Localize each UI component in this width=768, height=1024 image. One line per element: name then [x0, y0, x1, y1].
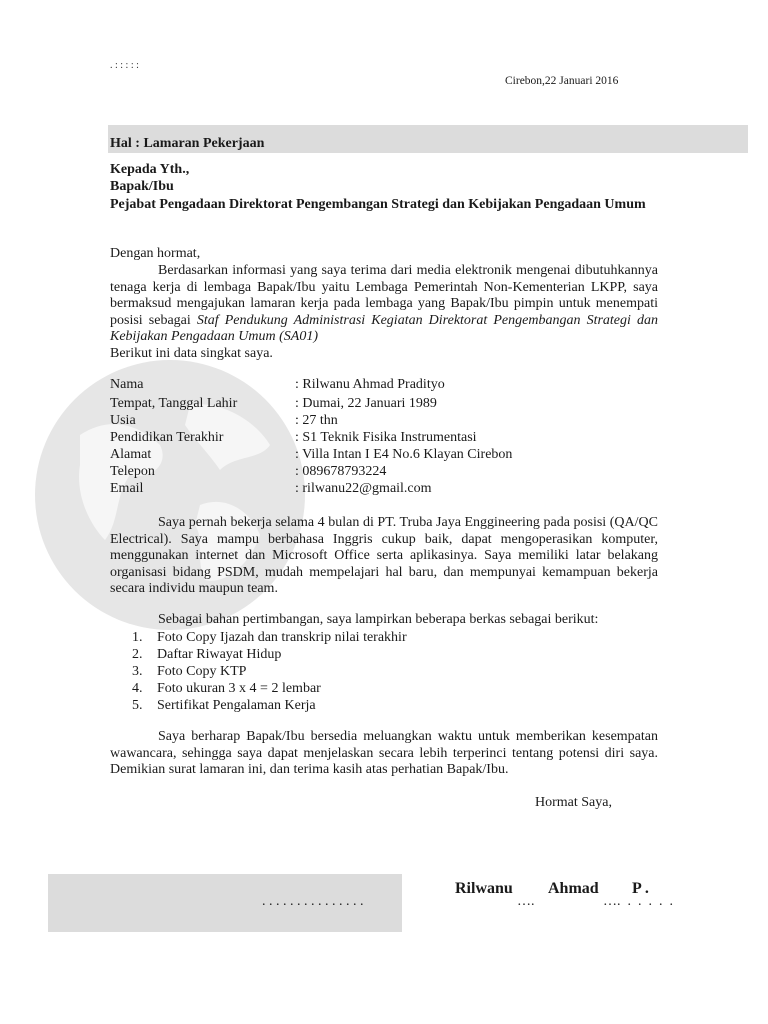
list-number: 3.: [132, 664, 143, 679]
signature-first-name: Rilwanu: [455, 880, 513, 897]
list-text: Foto Copy Ijazah dan transkrip nilai terakhir: [157, 630, 407, 645]
letter-date: Cirebon,22 Januari 2016: [505, 75, 619, 87]
greeting: Dengan hormat,: [110, 246, 201, 261]
list-number: 1.: [132, 630, 143, 645]
list-number: 5.: [132, 698, 143, 713]
data-label: Telepon: [110, 464, 155, 479]
list-text: Foto ukuran 3 x 4 = 2 lembar: [157, 681, 321, 696]
signature-dots-right: …. . . . . .: [603, 894, 673, 909]
position-title: Staf Pendukung Administrasi Kegiatan Direktorat Pengembangan Strategi dan Kebijakan Pengadaan Umum (SA01): [110, 312, 658, 345]
signature-last-initial: P .: [632, 880, 649, 897]
signature-dots-middle: ….: [517, 894, 535, 909]
data-value: : Villa Intan I E4 No.6 Klayan Cirebon: [295, 447, 513, 462]
list-item: [110, 681, 658, 698]
data-value: : S1 Teknik Fisika Instrumentasi: [295, 430, 477, 445]
data-value: : 27 thn: [295, 413, 338, 428]
list-item: [110, 698, 658, 715]
data-row: [110, 481, 658, 498]
data-row: [110, 396, 658, 413]
data-label: Usia: [110, 413, 136, 428]
data-value: : rilwanu22@gmail.com: [295, 481, 432, 496]
data-value: : 089678793224: [295, 464, 387, 479]
list-number: 2.: [132, 647, 143, 662]
list-text: Sertifikat Pengalaman Kerja: [157, 698, 316, 713]
data-label: Pendidikan Terakhir: [110, 430, 224, 445]
list-text: Foto Copy KTP: [157, 664, 247, 679]
paragraph-experience: Saya pernah bekerja selama 4 bulan di PT. Truba Jaya Enggineering pada posisi (QA/QC Electrical). Saya mampu berbahasa Inggris cukup baik, dapat mengoperasikan komputer, menggunakan internet dan Microsoft Office serta aplikasinya. Saya memiliki latar belakang organisasi bidang PSDM, mudah mempelajari hal baru, dan mempunyai kemampuan bekerja secara individu maupun team.: [110, 515, 658, 597]
attachments-intro: Sebagai bahan pertimbangan, saya lampirkan beberapa berkas sebagai berikut:: [158, 612, 599, 627]
list-item: [110, 664, 658, 681]
attachments-list: [110, 630, 658, 715]
recipient-line-1: Kepada Yth.,: [110, 162, 190, 177]
data-value: : Dumai, 22 Januari 1989: [295, 396, 437, 411]
data-row: [110, 430, 658, 447]
subject-line: Hal : Lamaran Pekerjaan: [110, 136, 265, 151]
recipient-line-3: Pejabat Pengadaan Direktorat Pengembangan Strategi dan Kebijakan Pengadaan Umum: [110, 197, 646, 212]
list-item: [110, 647, 658, 664]
data-row: [110, 377, 658, 394]
paragraph-intro-text: Berdasarkan informasi yang saya terima dari media elektronik mengenai dibutuhkannya tenaga kerja di lembaga Bapak/Ibu yaitu Lembaga Pemerintah Non-Kementerian LKPP, saya bermaksud mengajukan lamaran kerja pada lembaga yang Bapak/Ibu pimpin untuk menempati posisi sebagai: [110, 263, 658, 328]
signature-middle-name: Ahmad: [548, 880, 599, 897]
data-label: Alamat: [110, 447, 152, 462]
list-item: [110, 630, 658, 647]
data-label: Nama: [110, 377, 144, 392]
list-number: 4.: [132, 681, 143, 696]
paragraph-closing: Saya berharap Bapak/Ibu bersedia meluangkan waktu untuk memberikan kesempatan wawancara, sehingga saya dapat menjelaskan secara lebih terperinci tentang potensi diri saya. Demikian surat lamaran ini, dan terima kasih atas perhatian Bapak/Ibu.: [110, 729, 658, 778]
data-row: [110, 413, 658, 430]
data-label: Email: [110, 481, 144, 496]
data-row: [110, 447, 658, 464]
list-text: Daftar Riwayat Hidup: [157, 647, 282, 662]
signature-dots-left: . . . . . . . . . . . . . . .: [262, 894, 364, 909]
top-marks: . : : : : :: [110, 60, 139, 71]
data-row: [110, 464, 658, 481]
recipient-line-2: Bapak/Ibu: [110, 179, 174, 194]
data-value: : Rilwanu Ahmad Pradityo: [295, 377, 445, 392]
paragraph-intro-end: Berikut ini data singkat saya.: [110, 345, 273, 361]
paragraph-intro: [110, 263, 658, 363]
closing-salutation: Hormat Saya,: [535, 795, 612, 810]
data-label: Tempat, Tanggal Lahir: [110, 396, 238, 411]
